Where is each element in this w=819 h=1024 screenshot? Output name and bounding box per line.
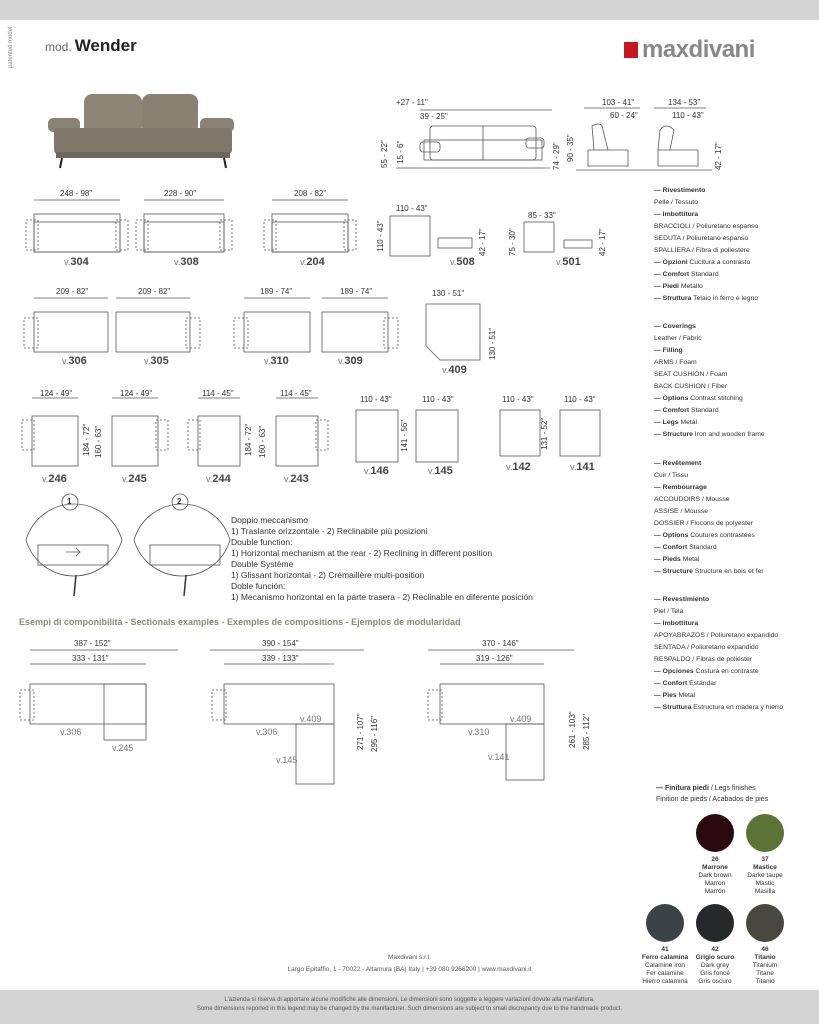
spec-line: SEAT CUSHION / Foam	[654, 371, 728, 378]
spec-line: — Revêtement	[654, 460, 702, 467]
dim-d2: 60 - 24"	[610, 111, 638, 120]
r2-dim-305: 209 - 82"	[138, 287, 171, 296]
r2-dim-409: 130 - 51"	[432, 289, 465, 298]
sec2-b: v.409	[300, 714, 322, 724]
step-2-label: 2	[177, 497, 182, 506]
spec-line: — Rembourrage	[654, 484, 707, 491]
spec-line: BACK CUSHION / Fiber	[654, 383, 727, 390]
r3-dim-146: 110 - 43"	[360, 395, 392, 404]
dim-d1: 103 - 41"	[602, 98, 635, 107]
sec3-h2: 285 - 112"	[582, 713, 591, 750]
spec-line: — Opzioni Cucitura a contrasto	[654, 259, 751, 266]
r3-code-146: v.146	[364, 465, 389, 477]
disclaimer: L'azienda si riserva di apportare alcune modifiche alle dimensioni. Le dimensioni sono soggette a leggere variazioni dovute alla manifattura. Some dimensions reported in this legend may be changed by the manifacturer. Such dimensions are subject to small discrepancy due to the handmade product.	[196, 997, 623, 1012]
dim-h1: 55 - 22"	[380, 140, 389, 168]
r1-code-308: v.308	[174, 256, 199, 268]
sectionals-title: Esempi di componibilità - Sectionals examples - Exemples de compositions - Ejemplos de modularidad	[19, 617, 461, 627]
mechanism-illustrations	[26, 494, 230, 596]
r3-side-245: 160 - 63"	[94, 425, 103, 458]
r1-code-501: v.501	[556, 256, 581, 268]
r1-code-204: v.204	[300, 256, 325, 268]
sec2-h2: 295 - 116"	[370, 715, 379, 752]
sec3-a: v.310	[468, 727, 490, 737]
spec-line: — Pies Metal	[654, 692, 696, 699]
dim-d3: 134 - 53"	[668, 98, 701, 107]
spec-block-es	[654, 594, 783, 714]
sec1-a: v.306	[60, 727, 82, 737]
r1-code-508: v.508	[450, 256, 475, 268]
r3-code-141: v.141	[570, 461, 595, 473]
r1-dim-204: 208 - 82"	[294, 189, 327, 198]
r3-dim-141: 110 - 43"	[564, 395, 596, 404]
r3-dim-142: 110 - 43"	[502, 395, 534, 404]
r2-dim-306: 209 - 82"	[56, 287, 89, 296]
sofa-photo	[48, 94, 234, 168]
spec-line: SENTADA / Poliuretano expandido	[654, 644, 759, 651]
sec1-b: v.245	[112, 743, 134, 753]
spec-block-en	[654, 321, 765, 441]
r1-h-501: 42 - 17"	[598, 228, 607, 256]
patent-label: patented model	[8, 26, 14, 68]
spec-line: — Opciones Costura en contraste	[654, 668, 759, 675]
spec-line: Leather / Fabric	[654, 335, 702, 342]
spec-line: — Options Contrast stitching	[654, 395, 743, 402]
r2-dim-309: 189 - 74"	[340, 287, 373, 296]
model-title: mod. Wender	[45, 36, 137, 55]
brand-logo: maxdivani	[624, 36, 755, 64]
dim-h2: 15 - 6"	[396, 140, 405, 164]
step-1-label: 1	[67, 497, 72, 506]
spec-line: — Confort Estándar	[654, 680, 717, 687]
spec-line: — Imbottitura	[654, 211, 699, 218]
sec3-c: v.141	[488, 752, 510, 762]
sec3-h1: 261 - 103"	[568, 711, 577, 748]
swatch-42	[696, 904, 734, 942]
r1-dim-508: 110 - 43"	[396, 204, 428, 213]
r3-code-145: v.145	[428, 465, 453, 477]
row3-plans	[22, 398, 600, 466]
spec-line: — Legs Metal	[654, 419, 698, 426]
spec-line: — Pieds Metal	[654, 556, 700, 563]
spec-line: — Struttura Estructura en madera y hierro	[654, 704, 784, 711]
r3-side-244: 184 - 72"	[244, 423, 253, 456]
spec-line: APOYABRAZOS / Poliuretano expandido	[654, 632, 779, 639]
dim-h5: 42 - 17"	[714, 142, 723, 170]
spec-line: — Options Coutures contrastées	[654, 532, 755, 539]
r3-side-243: 160 - 63"	[258, 425, 267, 458]
spec-line: — Comfort Standard	[654, 271, 719, 278]
spec-line: — Struttura Telaio in ferro e legno	[654, 295, 759, 302]
company-info: Maxdivani s.r.l. Largo Epitaffio, 1 - 70022 - Altamura (BA) Italy | +39 080 9266200 | www.maxdivani.it	[0, 952, 819, 976]
sec2-outer: 390 - 154"	[262, 639, 299, 648]
spec-line: ACCOUDOIRS / Mousse	[654, 496, 730, 503]
r3-dim-244: 114 - 45"	[202, 389, 234, 398]
spec-line: — Filling	[654, 347, 683, 354]
r3-code-244: v.244	[206, 473, 231, 485]
swatch-37-label: 37 Mastice Darke taupe Mastic Masilla	[747, 856, 783, 895]
dim-reclined: +27 - 11"	[396, 98, 428, 107]
spec-line: — Structure Iron and wooden frame	[654, 431, 765, 438]
swatch-37	[746, 814, 784, 852]
r3-dim-246: 124 - 49"	[40, 389, 73, 398]
r2-code-409: v.409	[442, 364, 467, 376]
sec3-inner: 319 - 126"	[476, 654, 513, 663]
swatch-26-label: 26 Marrone Dark brown Marron Marrón	[698, 856, 732, 895]
r3-dim-243: 114 - 45"	[280, 389, 312, 398]
r2-code-305: v.305	[144, 355, 169, 367]
r3-dim-145: 110 - 43"	[422, 395, 454, 404]
sec2-a: v.306	[256, 727, 278, 737]
swatch-46	[746, 904, 784, 942]
company-address: Largo Epitaffio, 1 - 70022 - Altamura (BA) Italy | +39 080 9266200 | www.maxdivani.it	[287, 966, 532, 973]
r1-side-501: 75 - 30"	[508, 228, 517, 256]
spec-line: — Rivestimento	[654, 187, 706, 194]
sec1-inner: 333 - 131"	[72, 654, 109, 663]
r1-dim-304: 248 - 98"	[60, 189, 93, 198]
spec-block-it	[654, 185, 758, 305]
spec-line: — Comfort Standard	[654, 407, 719, 414]
spec-line: Piel / Tela	[654, 608, 684, 615]
r1-code-304: v.304	[64, 256, 89, 268]
swatch-26	[696, 814, 734, 852]
dim-d4: 110 - 43"	[672, 111, 704, 120]
spec-line: Pelle / Tessuto	[654, 199, 699, 206]
sec3-outer: 370 - 146"	[482, 639, 519, 648]
finish-title: — Finitura piedi / Legs finishes Finition de pieds / Acabados de pies	[656, 785, 769, 803]
spec-block-fr	[654, 458, 764, 578]
r3-code-142: v.142	[506, 461, 531, 473]
mechanism-text: Doppio meccanismo 1) Traslante orizzontale - 2) Reclinabile più posizioni Double function: 1) Horizontal mechanism at the rear - 2) Reclining in different position Double Système 1) Glissant horizontal - 2) Crémaillère multi-position Doble función: 1) Mecanismo horizontal en la parte trasera - 2) Reclinable en diferente posición	[231, 515, 533, 602]
spec-line: ARMS / Foam	[654, 359, 697, 366]
spec-line: ASSISE / Mousse	[654, 508, 709, 515]
spec-line: — Piedi Metallo	[654, 283, 703, 290]
spec-line: — Confort Standard	[654, 544, 717, 551]
r2-code-306: v.306	[62, 355, 87, 367]
spec-line: SPALLIERA / Fibra di poliestere	[654, 247, 750, 254]
sec1-outer: 387 - 152"	[74, 639, 111, 648]
dim-h3: 74 - 29"	[552, 142, 561, 170]
sec2-inner: 339 - 133"	[262, 654, 299, 663]
r2-side-409: 130 - 51"	[488, 327, 497, 360]
r2-code-310: v.310	[264, 355, 289, 367]
r3-side-246: 184 - 72"	[82, 423, 91, 456]
spec-line: — Coverings	[654, 323, 696, 330]
r1-side-508: 110 - 43"	[376, 220, 385, 252]
spec-line: RESPALDO / Fibras de poliéster	[654, 656, 753, 663]
sec2-c: v.145	[276, 755, 298, 765]
dim-h4: 90 - 35"	[566, 134, 575, 162]
r3-side-146: 141 - 56"	[400, 419, 409, 452]
spec-line: SEDUTA / Poliuretano espanso	[654, 235, 749, 242]
r3-dim-245: 124 - 49"	[120, 389, 153, 398]
r2-code-309: v.309	[338, 355, 363, 367]
dim-length: 39 - 25"	[420, 112, 448, 121]
sec2-h1: 271 - 107"	[356, 713, 365, 750]
r2-dim-310: 189 - 74"	[260, 287, 293, 296]
spec-line: — Imbottitura	[654, 620, 699, 627]
spec-line: — Structure Structure en bois et fer	[654, 568, 764, 575]
swatch-41	[646, 904, 684, 942]
model-name: Wender	[74, 36, 137, 55]
r3-side-142: 131 - 52"	[540, 417, 549, 450]
r1-h-508: 42 - 17"	[478, 228, 487, 256]
spec-line: BRACCIOLI / Poliuretano espanso	[654, 223, 759, 230]
spec-line: DOSSIER / Flocons de polyester	[654, 520, 753, 527]
sec3-b: v.409	[510, 714, 532, 724]
spec-line: Cuir / Tissu	[654, 472, 688, 479]
r1-dim-308: 228 - 90"	[164, 189, 197, 198]
row2-plans	[24, 298, 480, 360]
spec-line: — Revestimiento	[654, 596, 710, 603]
swatch-41-label: 41 Ferro calamina Calamine iron Fer calamine Hierro calamina	[641, 946, 689, 985]
r3-code-246: v.246	[42, 473, 67, 485]
r3-code-245: v.245	[122, 473, 147, 485]
swatch-42-label: 42 Grigio scuro Dark grey Gris foncé Gris oscuro	[695, 946, 735, 985]
r1-dim-501: 85 - 33"	[528, 211, 556, 220]
r3-code-243: v.243	[284, 473, 309, 485]
swatch-46-label: 46 Titanio Titanium Titane Titanio	[752, 946, 778, 985]
